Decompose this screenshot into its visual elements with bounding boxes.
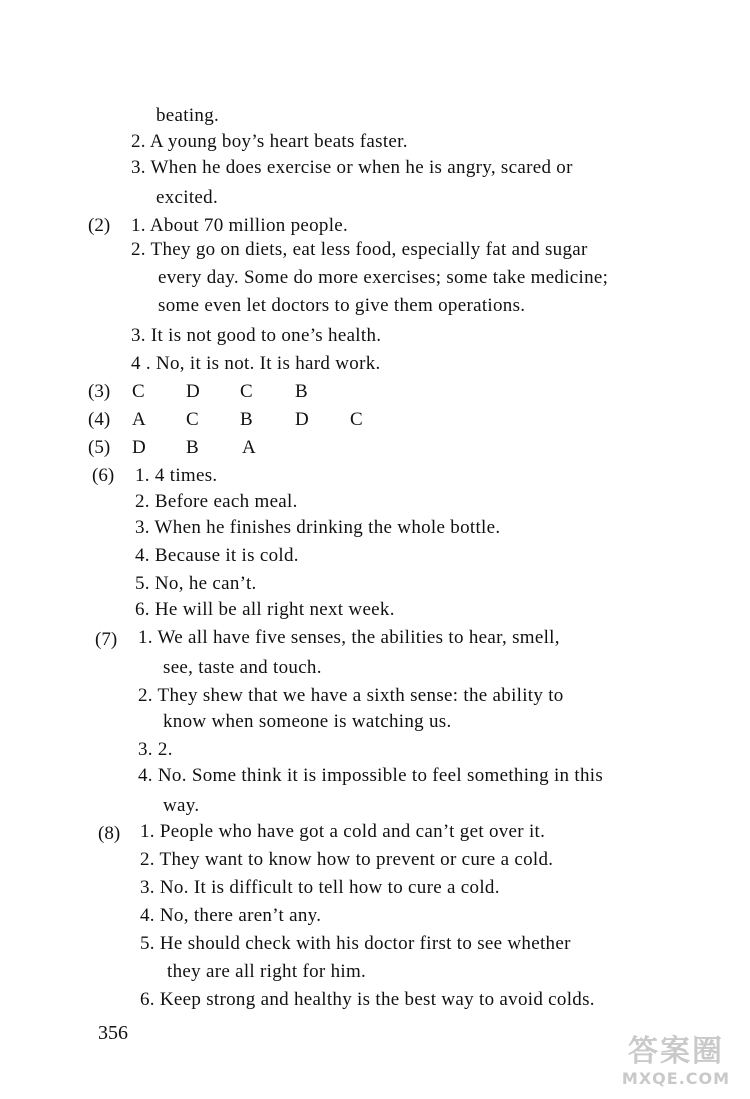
answer-line: 2. They go on diets, eat less food, especially fat and sugar (131, 239, 588, 260)
answer-line: 5. He should check with his doctor first to see whether (140, 933, 571, 954)
choice-answer: B (295, 381, 308, 402)
choice-answer: A (132, 409, 146, 430)
group-number: (6) (92, 465, 115, 486)
answer-line: 3. When he finishes drinking the whole bottle. (135, 517, 501, 538)
choice-answer: C (240, 381, 253, 402)
answer-line: every day. Some do more exercises; some take medicine; (158, 267, 609, 288)
answer-line: beating. (156, 105, 220, 126)
answer-line: 4. No, there aren’t any. (140, 905, 322, 926)
answer-line: excited. (156, 187, 219, 208)
choice-answer: A (242, 437, 256, 458)
watermark-logo (606, 1035, 746, 1095)
group-number: (3) (88, 381, 111, 402)
page-number: 356 (98, 1022, 128, 1044)
group-number: (2) (88, 215, 111, 236)
answer-line: 3. It is not good to one’s health. (131, 325, 382, 346)
answer-line: they are all right for him. (167, 961, 367, 982)
answer-line: 4 . No, it is not. It is hard work. (131, 353, 381, 374)
answer-line: 2. Before each meal. (135, 491, 298, 512)
answer-line: 3. 2. (138, 739, 173, 760)
answer-line: 3. No. It is difficult to tell how to cure a cold. (140, 877, 500, 898)
answer-line: 1. People who have got a cold and can’t get over it. (140, 821, 546, 842)
answer-line: 6. Keep strong and healthy is the best way to avoid colds. (140, 989, 595, 1010)
answer-line: way. (163, 795, 200, 816)
answer-line: 2. A young boy’s heart beats faster. (131, 131, 408, 152)
answer-line: 1. 4 times. (135, 465, 218, 486)
answer-line: 5. No, he can’t. (135, 573, 257, 594)
choice-answer: C (132, 381, 145, 402)
group-number: (4) (88, 409, 111, 430)
answer-line: some even let doctors to give them operations. (158, 295, 526, 316)
answer-line: 2. They shew that we have a sixth sense: the ability to (138, 685, 564, 706)
answer-line: see, taste and touch. (163, 657, 322, 678)
answer-line: 3. When he does exercise or when he is angry, scared or (131, 157, 573, 178)
group-number: (8) (98, 823, 121, 844)
choice-answer: D (186, 381, 200, 402)
answer-line: 6. He will be all right next week. (135, 599, 395, 620)
answer-line: 1. About 70 million people. (131, 215, 349, 236)
choice-answer: B (240, 409, 253, 430)
answer-line: 2. They want to know how to prevent or cure a cold. (140, 849, 554, 870)
answer-line: 1. We all have five senses, the abilities to hear, smell, (138, 627, 560, 648)
choice-answer: B (186, 437, 199, 458)
choice-answer: D (295, 409, 309, 430)
choice-answer: C (186, 409, 199, 430)
watermark-url: MXQE.COM (621, 1069, 731, 1088)
answer-line: know when someone is watching us. (163, 711, 452, 732)
group-number: (5) (88, 437, 111, 458)
choice-answer: D (132, 437, 146, 458)
answer-line: 4. No. Some think it is impossible to feel something in this (138, 765, 604, 786)
answer-line: 4. Because it is cold. (135, 545, 299, 566)
group-number: (7) (95, 629, 118, 650)
watermark-cn: 答案圈 (628, 1034, 724, 1069)
choice-answer: C (350, 409, 363, 430)
